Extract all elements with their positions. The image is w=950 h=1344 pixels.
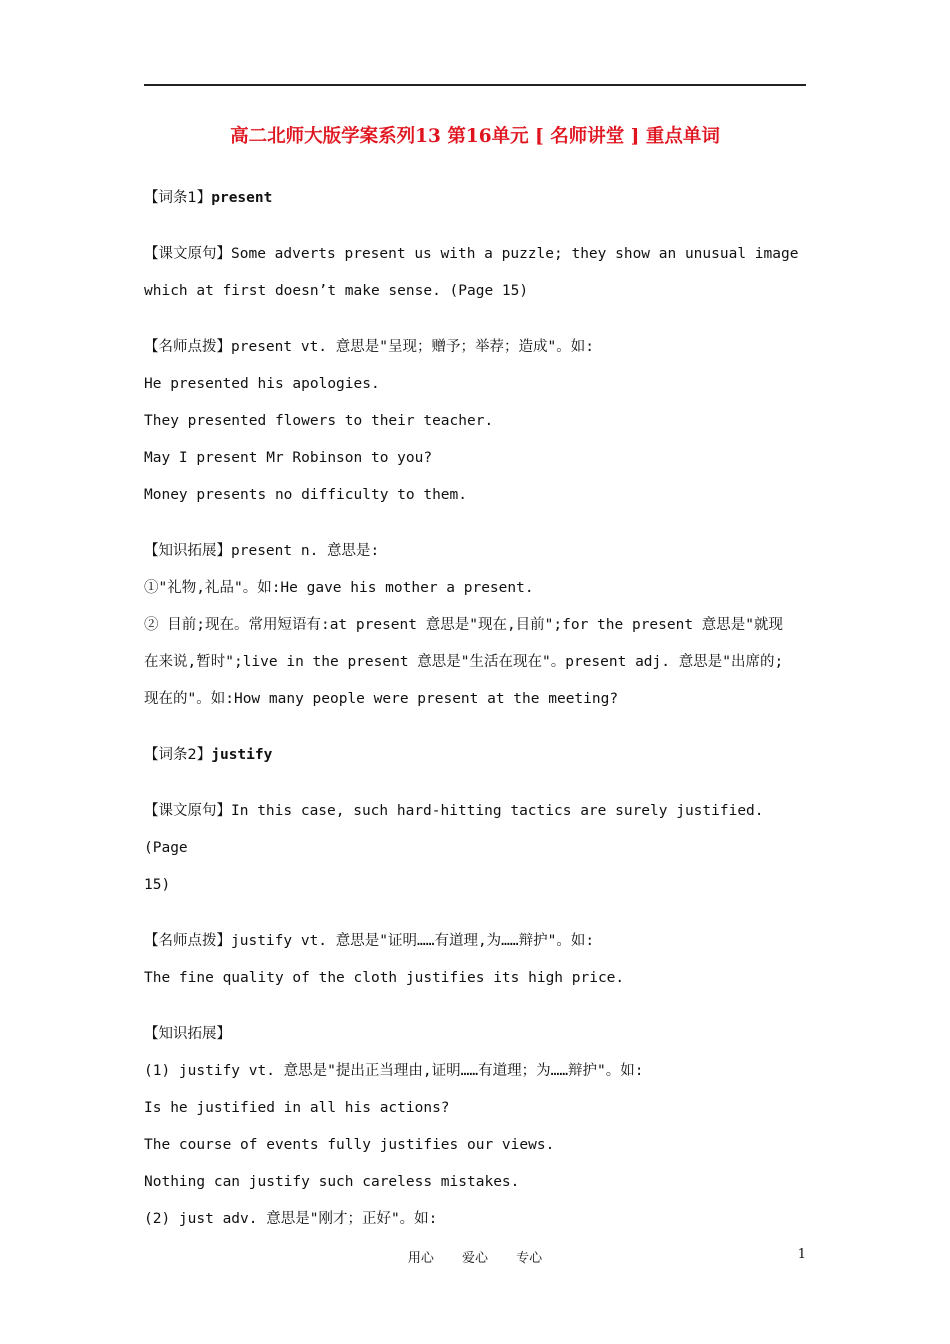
entry1-tip bbox=[144, 329, 808, 366]
entry2-label: 【词条2】 bbox=[144, 747, 212, 763]
entry1-example: He presented his apologies. bbox=[144, 376, 380, 392]
entry1-ext-item1: ①"礼物,礼品"。如:He gave his mother a present. bbox=[144, 580, 534, 596]
page-number: 1 bbox=[797, 1247, 806, 1262]
entry2-ext-item1: (1) justify vt. 意思是"提出正当理由,证明……有道理；为……辩护"。如: bbox=[144, 1063, 644, 1079]
entry1-extension bbox=[144, 533, 808, 570]
header-rule bbox=[144, 84, 806, 86]
entry2-ext-example: Nothing can justify such careless mistakes. bbox=[144, 1174, 520, 1190]
entry1-ext-item2-line2: 在来说,暂时";live in the present 意思是"生活在现在"。present adj. 意思是"出席的; bbox=[144, 654, 784, 670]
entry2-heading bbox=[144, 737, 808, 774]
entry1-example: May I present Mr Robinson to you? bbox=[144, 450, 433, 466]
entry2-source-line1: In this case, such hard-hitting tactics are surely justified. (Page bbox=[144, 803, 764, 856]
entry1-ext-intro: present n. 意思是: bbox=[231, 543, 380, 559]
entry2-ext-example: Is he justified in all his actions? bbox=[144, 1100, 450, 1116]
document-body bbox=[144, 180, 808, 1238]
page-footer bbox=[144, 1247, 806, 1271]
entry2-tip-label: 【名师点拨】 bbox=[144, 933, 231, 949]
entry2-tip-text: justify vt. 意思是"证明……有道理,为……辩护"。如: bbox=[231, 933, 595, 949]
entry1-source-label: 【课文原句】 bbox=[144, 246, 231, 262]
entry2-ext-label: 【知识拓展】 bbox=[144, 1026, 231, 1042]
entry1-ext-item2-line3: 现在的"。如:How many people were present at the meeting? bbox=[144, 691, 619, 707]
entry1-source-line2: which at first doesn’t make sense. (Page 15) bbox=[144, 283, 529, 299]
entry1-source bbox=[144, 236, 808, 273]
entry1-ext-item2-line1: ② 目前;现在。常用短语有:at present 意思是"现在,目前";for the present 意思是"就现 bbox=[144, 617, 784, 633]
footer-center-text: 用心 爱心 专心 bbox=[407, 1251, 543, 1266]
entry2-word: justify bbox=[211, 747, 273, 763]
entry1-word: present bbox=[211, 190, 273, 206]
entry1-ext-label: 【知识拓展】 bbox=[144, 543, 231, 559]
entry1-heading bbox=[144, 180, 808, 217]
entry1-example: Money presents no difficulty to them. bbox=[144, 487, 468, 503]
entry2-source-label: 【课文原句】 bbox=[144, 803, 231, 819]
entry2-ext-example: The course of events fully justifies our views. bbox=[144, 1137, 555, 1153]
entry2-tip-example: The fine quality of the cloth justifies its high price. bbox=[144, 970, 625, 986]
entry1-source-line1: Some adverts present us with a puzzle; they show an unusual image bbox=[231, 246, 799, 262]
entry1-label: 【词条1】 bbox=[144, 190, 212, 206]
entry1-example: They presented flowers to their teacher. bbox=[144, 413, 494, 429]
entry1-tip-text: present vt. 意思是"呈现；赠予；举荐；造成"。如: bbox=[231, 339, 594, 355]
page-title: 高二北师大版学案系列13 第16单元 [ 名师讲堂 ] 重点单词 bbox=[230, 126, 720, 147]
entry1-tip-label: 【名师点拨】 bbox=[144, 339, 231, 355]
entry2-source-line2: 15) bbox=[144, 877, 171, 893]
entry2-tip bbox=[144, 923, 808, 960]
entry2-source bbox=[144, 793, 808, 867]
entry2-ext-item2: (2) just adv. 意思是"刚才；正好"。如: bbox=[144, 1211, 438, 1227]
